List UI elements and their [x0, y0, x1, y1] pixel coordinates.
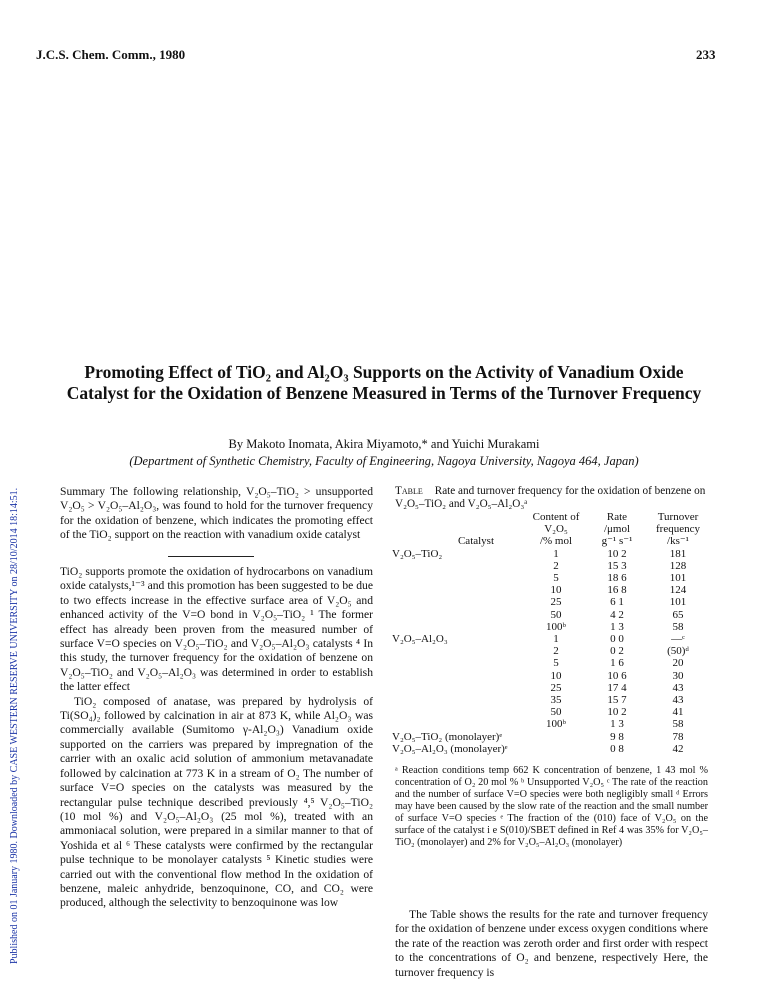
- header-content-line: V₂O₅: [544, 523, 568, 536]
- table-footnotes: ᵃ Reaction conditions temp 662 K concentration of benzene, 1 43 mol % concentration of O₂ 20 mol % ᵇ Unsupported V₂O₅ ᶜ The rate of the reaction and the number of surface V=O species were both negligibly small ᵈ Errors may have been caused by the slow rate of the reaction and the small number of surface V=O species ᵉ The fraction of the (010) face of V₂O₅ on the surface of the catalyst i e S(010)/SBET defined in Ref 4 was 35% for V₂O₅–TiO₂ (monolayer) and 2% for V₂O₅–Al₂O₃ (monolayer): [395, 765, 708, 848]
- table-cell-rate: 15 7: [607, 694, 627, 707]
- table-cell-catalyst: [390, 609, 524, 621]
- table-cell-turnover: —ᶜ: [671, 633, 685, 646]
- byline: [60, 436, 708, 470]
- table-cell-rate: 10 2: [607, 547, 627, 560]
- body-left: [60, 565, 373, 911]
- table-cell-catalyst: [390, 645, 524, 657]
- table-cell-rate: 17 4: [607, 681, 627, 694]
- table-caption: [395, 485, 708, 511]
- table-cell-rate: 0 2: [610, 645, 624, 658]
- table-cell-turnover: 128: [669, 559, 687, 572]
- table-cell-turnover: 78: [672, 730, 684, 743]
- summary-text: Summary The following relationship, V₂O₅–TiO₂ > unsupported V₂O₅ > V₂O₅–Al₂O₃, was found to hold for the turnover frequency for the oxidation of benzene, which indicates the promoting effect of the TiO₂ support on the reaction with vanadium oxide catalyst: [60, 485, 373, 542]
- table-cell-turnover: 124: [669, 584, 687, 597]
- table-cell-content: 35: [550, 694, 562, 707]
- table-row: [390, 560, 710, 572]
- table-cell-catalyst: [390, 718, 524, 730]
- table-cell-catalyst: V₂O₅–TiO₂ (monolayer)ᵉ: [392, 730, 503, 743]
- body-right: [395, 908, 708, 980]
- table-header-row: [390, 511, 710, 548]
- results-table: [390, 511, 710, 755]
- table-cell-content: [524, 731, 588, 743]
- section-rule: [168, 556, 254, 557]
- header-content-line: Content of: [532, 511, 580, 523]
- table-cell-turnover: 41: [672, 706, 684, 719]
- table-cell-rate: 10 6: [607, 669, 627, 682]
- table-cell-rate: 15 3: [607, 559, 627, 572]
- table-cell-content: 2: [553, 559, 559, 572]
- table-cell-content: 100ᵇ: [546, 718, 566, 731]
- affiliation: (Department of Synthetic Chemistry, Faculty of Engineering, Nagoya University, Nagoya 464, Japan): [129, 454, 639, 468]
- table-row: [390, 694, 710, 706]
- paragraph-2: TiO₂ composed of anatase, was prepared by hydrolysis of Ti(SO₄)₂ followed by calcination in air at 873 K, while Al₂O₃ was commercially available (Sumitomo γ-Al₂O₃) Vanadium oxide supported on the carriers was prepared by impregnation of the carrier with an oxalic acid solution of ammonium metavanadate followed by calcination at 773 K in a stream of O₂ The number of surface V=O species on the catalysts was measured by the rectangular pulse technique described previously ⁴,⁵ V₂O₅–TiO₂ (10 mol %) and V₂O₅–Al₂O₃ (25 mol %), treated with an ammoniacal solution, were prepared in a similar manner to that of Yoshida et al ⁶ These catalysts were confirmed by the rectangular pulse technique to be monolayer catalysts ⁵ Kinetic studies were carried out with the conventional flow method In the oxidation of benzene, maleic anhydride, benzoquinone, CO, and CO₂ were produced, although the selectivity to benzoquinone was low: [60, 694, 373, 910]
- table-cell-content: 50: [550, 706, 562, 719]
- table-cell-content: 2: [553, 645, 559, 658]
- table-cell-catalyst: [390, 657, 524, 669]
- table-cell-turnover: 43: [672, 681, 684, 694]
- table-cell-rate: 18 6: [607, 572, 627, 585]
- table-row: [390, 743, 710, 755]
- table-cell-rate: 1 6: [610, 657, 624, 670]
- table-cell-turnover: 42: [672, 742, 684, 755]
- table-cell-turnover: 101: [669, 572, 687, 585]
- header-rate: [588, 511, 646, 548]
- table-cell-catalyst: [390, 596, 524, 608]
- table-cell-content: 25: [550, 596, 562, 609]
- running-header: J.C.S. Chem. Comm., 1980: [36, 47, 186, 62]
- table-row: [390, 682, 710, 694]
- table-cell-rate: 1 3: [610, 718, 624, 731]
- table-cell-catalyst: [390, 572, 524, 584]
- page-number: 233: [696, 47, 716, 62]
- table-cell-turnover: 20: [672, 657, 684, 670]
- table-cell-turnover: 65: [672, 608, 684, 621]
- table-cell-catalyst: [390, 621, 524, 633]
- table-cell-turnover: (50)ᵈ: [667, 645, 689, 658]
- table-label: Table: [395, 485, 423, 497]
- table-cell-content: 1: [553, 547, 559, 560]
- table-cell-rate: 1 3: [610, 620, 624, 633]
- header-turnover: [646, 511, 710, 548]
- table-row: [390, 572, 710, 584]
- table-cell-turnover: 58: [672, 620, 684, 633]
- table-cell-rate: 4 2: [610, 608, 624, 621]
- table-cell-content: 5: [553, 657, 559, 670]
- header-turnover-line: Turnover: [657, 511, 699, 523]
- table-cell-catalyst: [390, 584, 524, 596]
- table-cell-content: 1: [553, 633, 559, 646]
- table-cell-rate: 10 2: [607, 706, 627, 719]
- header-turnover-line: frequency: [656, 523, 700, 536]
- header-turnover-line: /ks⁻¹: [667, 535, 689, 548]
- table-cell-content: 5: [553, 572, 559, 585]
- article-title: Promoting Effect of TiO₂ and Al₂O₃ Supports on the Activity of Vanadium Oxide Catalyst for the Oxidation of Benzene Measured in Terms of the Turnover Frequency: [66, 362, 702, 403]
- table-row: [390, 609, 710, 621]
- table-cell-content: 25: [550, 681, 562, 694]
- table-cell-catalyst: [390, 694, 524, 706]
- summary: [60, 485, 373, 543]
- authors: By Makoto Inomata, Akira Miyamoto,* and Yuichi Murakami: [228, 437, 540, 451]
- table-cell-catalyst: [390, 706, 524, 718]
- paragraph-1: TiO₂ supports promote the oxidation of hydrocarbons on vanadium oxide catalysts,¹⁻³ and this promotion has been suggested to be due to two effects increase in the effective surface area of V₂O₅ and enhanced activity of the V=O bond in V₂O₅–TiO₂ ¹ The former effect has already been proven from the measured number of surface V=O species on V₂O₅–TiO₂ and V₂O₅–Al₂O₃ catalysts ⁴ In this study, the turnover frequency for the oxidation of benzene on V₂O₅–TiO₂ and V₂O₅–Al₂O₃ was determined in order to establish the latter effect: [60, 565, 373, 694]
- table-cell-catalyst: V₂O₅–Al₂O₃ (monolayer)ᵉ: [392, 742, 508, 755]
- table-row: [390, 548, 710, 560]
- table-row: [390, 596, 710, 608]
- paragraph-3: The Table shows the results for the rate and turnover frequency for the oxidation of benzene under excess oxygen conditions where the rate of the reaction was zeroth order and first order with respect to the concentrations of O₂ and benzene, respectively Here, the turnover frequency is: [395, 908, 708, 979]
- table-cell-turnover: 30: [672, 669, 684, 682]
- table-cell-turnover: 58: [672, 718, 684, 731]
- table-cell-catalyst: [390, 682, 524, 694]
- header-content: [524, 511, 588, 548]
- table-cell-content: 50: [550, 608, 562, 621]
- table-caption-text: Rate and turnover frequency for the oxidation of benzene on V₂O₅–TiO₂ and V₂O₅–Al₂O₃ᵃ: [395, 485, 706, 510]
- header-rate-line: /μmol: [603, 523, 631, 536]
- download-watermark: [9, 135, 25, 975]
- table-cell-content: 10: [550, 669, 562, 682]
- table-row: [390, 633, 710, 645]
- table-row: [390, 731, 710, 743]
- table-row: [390, 584, 710, 596]
- download-note: Published on 01 January 1980. Downloaded by CASE WESTERN RESERVE UNIVERSITY on 28/10/2014 18:14:51.: [9, 487, 20, 964]
- table-cell-rate: 16 8: [607, 584, 627, 597]
- table-row: [390, 645, 710, 657]
- table-cell-content: 100ᵇ: [546, 620, 566, 633]
- table-cell-catalyst: V₂O₅–Al₂O₃: [392, 633, 448, 646]
- table-cell-catalyst: V₂O₅–TiO₂: [392, 547, 443, 560]
- table-cell-content: 10: [550, 584, 562, 597]
- table-row: [390, 706, 710, 718]
- table-row: [390, 670, 710, 682]
- table-row: [390, 657, 710, 669]
- table-cell-rate: 6 1: [610, 596, 624, 609]
- table-cell-rate: 9 8: [610, 730, 624, 743]
- header-catalyst: Catalyst: [457, 535, 495, 548]
- table-cell-content: [524, 743, 588, 755]
- table-row: [390, 621, 710, 633]
- table-cell-turnover: 43: [672, 694, 684, 707]
- header-content-line: /% mol: [539, 535, 573, 548]
- table-cell-catalyst: [390, 670, 524, 682]
- table-cell-rate: 0 8: [610, 742, 624, 755]
- table-cell-rate: 0 0: [610, 633, 624, 646]
- table-cell-turnover: 181: [669, 547, 687, 560]
- header-rate-line: g⁻¹ s⁻¹: [601, 535, 633, 548]
- table-row: [390, 718, 710, 730]
- table-cell-catalyst: [390, 560, 524, 572]
- header-rate-line: Rate: [606, 511, 628, 523]
- table-cell-turnover: 101: [669, 596, 687, 609]
